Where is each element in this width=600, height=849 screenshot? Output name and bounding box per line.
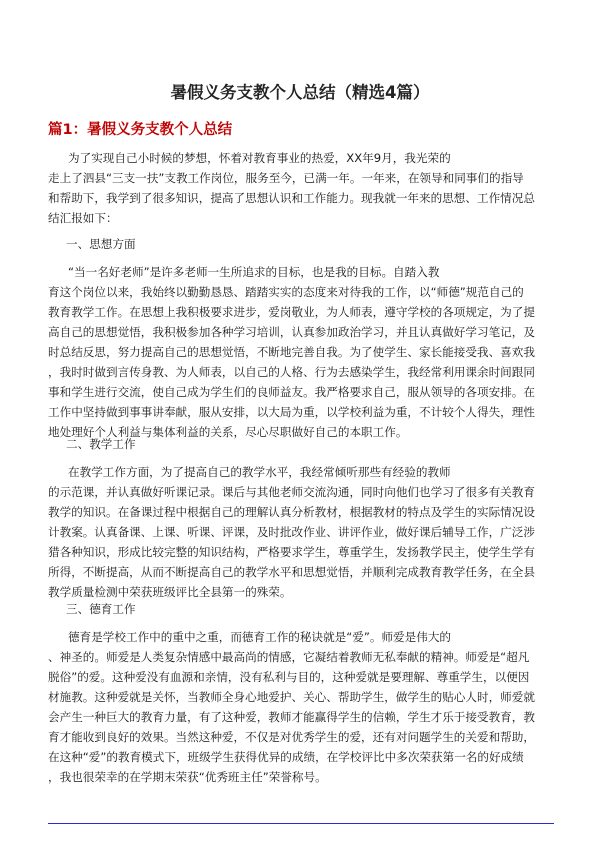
paragraph-line: 育才能收到良好的效果。当然这种爱，不仅是对优秀学生的爱，还有对问题学生的关爱和帮助， (48, 730, 535, 744)
paragraph-line: 和帮助下，我学到了很多知识，提高了思想认识和工作能力。现我就一年来的思想、工作情况总 (48, 191, 535, 205)
paragraph-line: 脱俗”的爱。这种爱没有血源和亲情，没有私利与目的，这种爱就是要理解、尊重学生，以便因 (48, 670, 530, 684)
paragraph-line: 教学的知识。在备课过程中根据自己的理解认真分析教材，根据教材的特点及学生的实际情况设 (48, 505, 535, 519)
paragraph-line: 、神圣的。师爱是人类复杂情感中最高尚的情感，它凝结着教师无私奉献的精神。师爱是“超凡 (48, 650, 530, 664)
paragraph-line: 高自己的思想觉悟，我积极参加各种学习培训，认真参加政治学习，并且认真做好学习笔记，及 (48, 325, 535, 339)
section-heading-teaching: 二、教学工作 (66, 437, 136, 451)
paragraph-line: 在这种“爱”的教育模式下，班级学生获得优异的成绩，在学校评比中多次荣获第一名的好成绩 (48, 750, 524, 764)
article-subtitle: 篇1：暑假义务支教个人总结 (48, 122, 233, 138)
paragraph-line: 的示范课，并认真做好听课记录。课后与其他老师交流沟通，同时向他们也学习了很多有关教育 (48, 485, 535, 499)
section-paragraph-teaching (48, 462, 554, 602)
paragraph-line: 结汇报如下： (48, 211, 118, 225)
footer-divider (48, 823, 554, 824)
paragraph-line: 会产生一种巨大的教育力量，有了这种爱，教师才能赢得学生的信赖，学生才乐于接受教育，教 (48, 710, 535, 724)
paragraph-line: 所得，不断提高，从而不断提高自己的教学水平和思想觉悟，并顺利完成教育教学任务，在全县 (48, 565, 535, 579)
document-title: 暑假义务支教个人总结（精选4篇） (170, 83, 430, 102)
paragraph-line: 猎各种知识，形成比较完整的知识结构，严格要求学生，尊重学生，发扬教学民主，使学生学有 (48, 545, 535, 559)
paragraph-line: 德育是学校工作中的重中之重，而德育工作的秘诀就是“爱”。师爱是伟大的 (68, 630, 452, 644)
paragraph-line: 在教学工作方面，为了提高自己的教学水平，我经常倾听那些有经验的教师 (68, 465, 451, 479)
intro-paragraph (48, 148, 554, 228)
paragraph-line: ，我时时做到言传身教、为人师表，以自己的人格、行为去感染学生，我经常利用课余时间跟同 (48, 365, 535, 379)
paragraph-line: 育这个岗位以来，我始终以勤勤恳恳、踏踏实实的态度来对待我的工作，以“师德”规范自己的 (48, 285, 524, 299)
paragraph-line: ，我也很荣幸的在学期末荣获“优秀班主任”荣誉称号。 (48, 770, 327, 784)
paragraph-line: 事和学生进行交流，使自己成为学生们的良师益友。我严格要求自己，服从领导的各项安排。在 (48, 385, 535, 399)
paragraph-line: 走上了泗县“三支一扶”支教工作岗位，服务至今，已满一年。一年来，在领导和同事们的指导 (48, 171, 524, 185)
paragraph-line: 教育教学工作。在思想上我积极要求进步，爱岗敬业，为人师表，遵守学校的各项规定，为了提 (48, 305, 535, 319)
section-heading-thought: 一、思想方面 (66, 237, 136, 251)
paragraph-line: 为了实现自己小时候的梦想，怀着对教育事业的热爱，XX年9月，我光荣的 (68, 151, 451, 165)
section-paragraph-thought (48, 262, 554, 442)
section-heading-moral: 三、德育工作 (66, 602, 136, 616)
section-paragraph-moral (48, 627, 554, 787)
paragraph-line: “当一名好老师”是许多老师一生所追求的目标，也是我的目标。自踏入教 (68, 265, 440, 279)
paragraph-line: 工作中坚持做到事事讲奉献，服从安排，以大局为重，以学校利益为重，不计较个人得失，理性 (48, 405, 535, 419)
paragraph-line: 材施教。这种爱就是关怀，当教师全身心地爱护、关心、帮助学生，做学生的贴心人时，师爱就 (48, 690, 535, 704)
paragraph-line: 地处理好个人利益与集体利益的关系，尽心尽职做好自己的本职工作。 (48, 425, 408, 439)
paragraph-line: 计教案。认真备课、上课、听课、评课，及时批改作业、讲评作业，做好课后辅导工作，广泛涉 (48, 525, 535, 539)
paragraph-line: 时总结反思，努力提高自己的思想觉悟，不断地完善自我。为了使学生、家长能接受我、喜欢我 (48, 345, 535, 359)
paragraph-line: 教学质量检测中荣获班级评比全县第一的殊荣。 (48, 585, 292, 599)
